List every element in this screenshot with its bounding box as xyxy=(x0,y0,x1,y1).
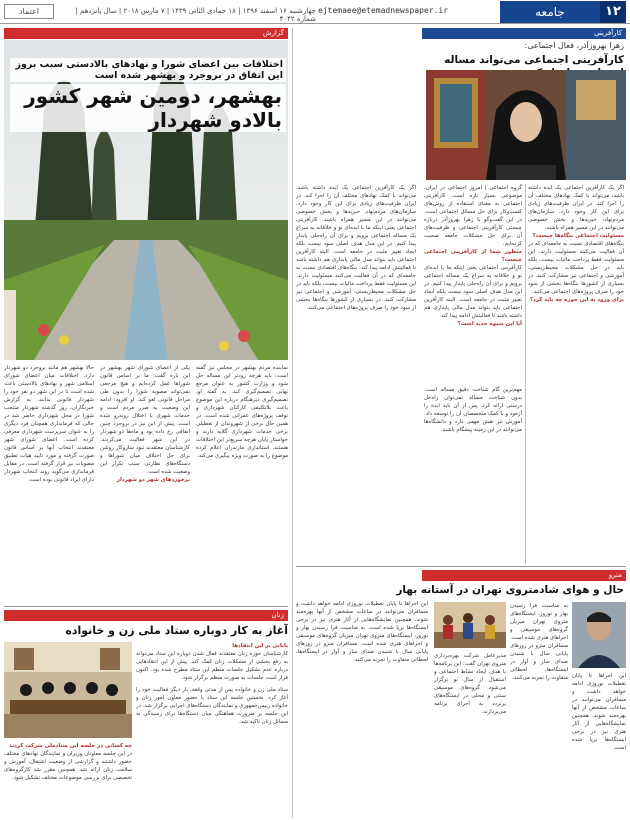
report-kicker: اختلافات بین اعضای شورا و نهادهای بالادستی سبب بروز این اتفاق در بروجرد و بهشهر شده است xyxy=(10,58,286,82)
women-body-col1: ستاد ملی زن و خانواده پس از مدتی وقفه، بار دیگر فعالیت خود را آغاز کرد. نخستین جلسه این ستاد با حضور معاون امور زنان و خانواده رییس‌جمهوری و نمایندگان دستگاه‌های اجرایی برگزار شد. در این جلسه بر ضرورت هماهنگی میان دستگاه‌ها برای رسیدگی به مسائل زنان تاکید شد. xyxy=(136,687,288,725)
interview-kicker: زهرا بهروزآذر، فعال اجتماعی: xyxy=(524,41,624,50)
page-number: ۱۲ xyxy=(600,1,626,23)
section-name: جامعه xyxy=(500,1,600,23)
newspaper-logo: اعتماد xyxy=(4,4,54,19)
women-body-col2: پایانی بر این انتقادها کارشناسان حوزه زنان معتقدند فعال شدن دوباره این ستاد می‌تواند به رفع بخشی از مشکلات زنان کمک کند. پیش از این انتقادهایی درباره عدم تشکیل جلسات منظم این ستاد مطرح شده بود. اکنون قرار است جلسات به صورت منظم برگزار شود. xyxy=(136,643,288,681)
page-header xyxy=(0,0,630,24)
column-rule xyxy=(525,184,526,564)
section-divider xyxy=(296,566,626,567)
women-meeting-photo xyxy=(4,642,132,738)
women-body-col3: چه کسانی در جلسه این ستادملی شرکت کردند در این جلسه معاونان وزیران و نمایندگان نهادهای مختلف حضور داشتند و گزارشی از وضعیت اشتغال، آموزش و سلامت زنان ارائه شد. همچنین مقرر شد کارگروه‌های تخصصی برای بررسی موضوعات مختلف تشکیل شود. xyxy=(4,743,132,781)
metro-body-col1: به مناسبت فرا رسیدن بهار و نوروز، ایستگاه‌های متروی تهران میزبان گروه‌های موسیقی و اجراهای هنری شده است. مسافران مترو در روزهای پایانی سال با شنیدن صدای ساز و آواز در ایستگاه‌ها، لحظاتی متفاوت را تجربه می‌کنند. xyxy=(510,603,568,681)
metro-portrait-photo xyxy=(572,602,626,668)
women-label: زنان xyxy=(4,610,288,621)
metro-body-col1b: این اجراها تا پایان تعطیلات نوروزی ادامه خواهد داشت و مسافران می‌توانند در ساعات مشخص از آنها بهره‌مند شوند. همچنین نمایشگاه‌هایی از آثار هنری نیز در برخی ایستگاه‌ها برپا شده است. xyxy=(572,673,626,751)
interview-headline: کارآفرینی اجتماعی می‌تواند مساله xyxy=(444,54,624,66)
interview-body-col1: گروه اجتماعی | امروز اجتماعی در ایران، موضوعی بسیار تازه است. کارآفرینی اجتماعی به معنای استفاده از روش‌های کسب‌وکار برای حل مسائل اجتماعی است. در این گفت‌وگو با زهرا بهروزآذر درباره چیستی کارآفرینی اجتماعی و ظرفیت‌های آن برای حل مشکلات جامعه صحبت کرده‌ایم. منظور شما از کارآفرینی اجتماعی چیست؟ کارآفرینی اجتماعی یعنی اینکه ما با ایده‌ای نو و خلاقانه به سراغ یک مساله اجتماعی برویم و برای آن راه‌حلی پایدار پیدا کنیم. در این مدل هدف اصلی سود نیست بلکه ایجاد تغییر مثبت در جامعه است. البته کارآفرین اجتماعی باید بتواند مدل مالی پایداری هم داشته باشد تا فعالیتش ادامه پیدا کند. آیا این شیوه جدید است؟ xyxy=(424,185,522,327)
women-subhead2: چه کسانی در جلسه این ستادملی شرکت کردند xyxy=(8,743,132,749)
interview-body-col2: اگر یک کارآفرین اجتماعی یک ایده داشته باشد، می‌تواند با کمک نهادهای مختلف آن را اجرا کند. در ایران ظرفیت‌های زیادی برای این کار وجود دارد. سازمان‌های مردم‌نهاد، خیریه‌ها و بخش خصوصی می‌توانند در این مسیر همراه باشند. مسئولیت اجتماعی بنگاه‌ها چیست؟ بنگاه‌های اقتصادی نسبت به جامعه‌ای که در آن فعالیت می‌کنند مسئولیت دارند. این مسئولیت فقط پرداخت مالیات نیست، بلکه باید در حل مشکلات محیط‌زیستی، آموزشی و اجتماعی نیز مشارکت کنند. در بسیاری از کشورها بنگاه‌ها بخشی از سود خود را صرف پروژه‌های اجتماعی می‌کنند. برای ورود به این حوزه چه باید کرد؟ xyxy=(528,185,624,303)
section-divider xyxy=(4,606,288,607)
interview-photo xyxy=(426,70,626,180)
report-body-col1: حالا بهشهر هم مانند بروجرد دو شهردار دارد. اختلافات میان اعضای شورای اسلامی شهر و نهادهای بالادستی باعث شده است تا در این شهر دو نفر خود را شهردار قانونی بدانند. به گزارش خبرنگاران، روز گذشته شهردار منتخب شورا در محل شهرداری حاضر شد در حالی که فرمانداری همچنان فرد دیگری را به عنوان سرپرست شهرداری معرفی کرده است. اعضای شورای شهر معتقدند انتخاب آنها بر اساس قانون صورت گرفته و مورد تایید هیات تطبیق مصوبات نیز قرار گرفته است. در مقابل فرمانداری می‌گوید روند انتخاب شهردار دارای ایراد قانونی بوده است. xyxy=(4,365,94,483)
report-label: گزارش xyxy=(4,28,288,39)
report-body-col3: نماینده مردم بهشهر در مجلس نیز گفته است: باید هرچه زودتر این مساله حل شود و وزارت کشور به عنوان مرجع نهایی تصمیم‌گیری کند. به گفته او، تصمیم‌گیری دیرهنگام درباره این موضوع باعث بلاتکلیفی کارکنان شهرداری و توقف پروژه‌های عمرانی شده است. در همین حال برخی از شهروندان از تعطیلی برخی خدمات شهرداری گلایه دارند و خواستار پایان هرچه سریع‌تر این اختلافات هستند. استانداری مازندران اعلام کرده موضوع را به صورت ویژه پیگیری می‌کند. xyxy=(196,365,288,459)
report-headline-block xyxy=(10,58,286,132)
metro-body-col2: مدیرعامل شرکت بهره‌برداری متروی تهران گفت: این برنامه‌ها با هدف ایجاد نشاط اجتماعی و استقبال از سال نو برگزار می‌شود. گروه‌های موسیقی سنتی و محلی در ایستگاه‌های پرتردد به اجرای برنامه می‌پردازند. xyxy=(434,653,506,715)
dateline: چهارشنبه ۱۶ اسفند ۱۳۹۶ | ۱۸ جمادی الثانی ۱۴۳۹ | ۷ مارس ۲۰۱۸ | سال پانزدهم | شماره ۴۰۴۲ xyxy=(75,7,316,23)
report-headline: بهشهر، دومین شهر کشور بالادو شهردار xyxy=(10,84,286,132)
column-rule xyxy=(292,28,293,818)
interview-label: کارآفرینی xyxy=(422,28,626,39)
metro-headline: حال و هوای شادمتروی تهران در آستانه بهار xyxy=(396,584,624,596)
report-body-col2: یکی از اعضای شورای شهر بهشهر در این باره گفت: ما بر اساس قانون شوراها عمل کرده‌ایم و هیچ مرجعی نمی‌تواند مصوبه شورا را بدون طی مراحل قانونی لغو کند. او افزود: ادامه این وضعیت به ضرر مردم است و خدمات شهری با اختلال روبه‌رو شده است. پیش از این نیز در بروجرد چنین اتفاقی رخ داده بود و ماه‌ها دو شهردار در این شهر فعالیت می‌کردند. کارشناسان معتقدند نبود سازوکار روشن برای حل اختلاف میان شوراها و دستگاه‌های نظارتی سبب تکرار این وضعیت شده است. برخوردهای شهر دو شهردار xyxy=(100,365,190,483)
report-subhead: برخوردهای شهر دو شهردار xyxy=(116,477,190,483)
women-subhead1: پایانی بر این انتقادها xyxy=(232,643,288,649)
interview-body-col1-cont: مهم‌ترین گام شناخت دقیق مساله است. بدون شناخت مساله نمی‌توان راه‌حل درستی ارائه کرد. پس از آن باید ایده را آزمود و با کمک متخصصان آن را توسعه داد. آموزش نیز نقش مهمی دارد و دانشگاه‌ها می‌توانند در این زمینه پیشگام باشند. xyxy=(424,387,522,433)
section-email: ejtemaee@etemadnewspaper.ir xyxy=(318,6,449,15)
metro-body-col3: این اجراها تا پایان تعطیلات نوروزی ادامه خواهد داشت و مسافران می‌توانند در ساعات مشخص از آنها بهره‌مند شوند. همچنین نمایشگاه‌هایی از آثار هنری نیز در برخی ایستگاه‌ها برپا شده است. به مناسبت فرا رسیدن بهار و نوروز، ایستگاه‌های متروی تهران میزبان گروه‌های موسیقی و اجراهای هنری شده است. مسافران مترو در روزهای پایانی سال با شنیدن صدای ساز و آواز در ایستگاه‌ها، لحظاتی متفاوت را تجربه می‌کنند. xyxy=(296,601,428,663)
metro-label: مترو xyxy=(422,570,626,581)
metro-performers-photo xyxy=(434,602,506,648)
women-headline: آغاز به کار دوباره ستاد ملی زن و خانواده xyxy=(65,624,288,637)
interview-body-col3: اگر یک کارآفرین اجتماعی یک ایده داشته باشد، می‌تواند با کمک نهادهای مختلف آن را اجرا کند. در ایران ظرفیت‌های زیادی برای این کار وجود دارد. سازمان‌های مردم‌نهاد، خیریه‌ها و بخش خصوصی می‌توانند در این مسیر همراه باشند. کارآفرینی اجتماعی یعنی اینکه ما با ایده‌ای نو و خلاقانه به سراغ یک مساله اجتماعی برویم و برای آن راه‌حلی پایدار پیدا کنیم. در این مدل هدف اصلی سود نیست بلکه ایجاد تغییر مثبت در جامعه است. البته کارآفرین اجتماعی باید بتواند مدل مالی پایداری هم داشته باشد تا فعالیتش ادامه پیدا کند. بنگاه‌های اقتصادی نسبت به جامعه‌ای که در آن فعالیت می‌کنند مسئولیت دارند. این مسئولیت فقط پرداخت مالیات نیست، بلکه باید در حل مشکلات محیط‌زیستی، آموزشی و اجتماعی نیز مشارکت کنند. در بسیاری از کشورها بنگاه‌ها بخشی از سود خود را صرف پروژه‌های اجتماعی می‌کنند. xyxy=(296,185,416,311)
